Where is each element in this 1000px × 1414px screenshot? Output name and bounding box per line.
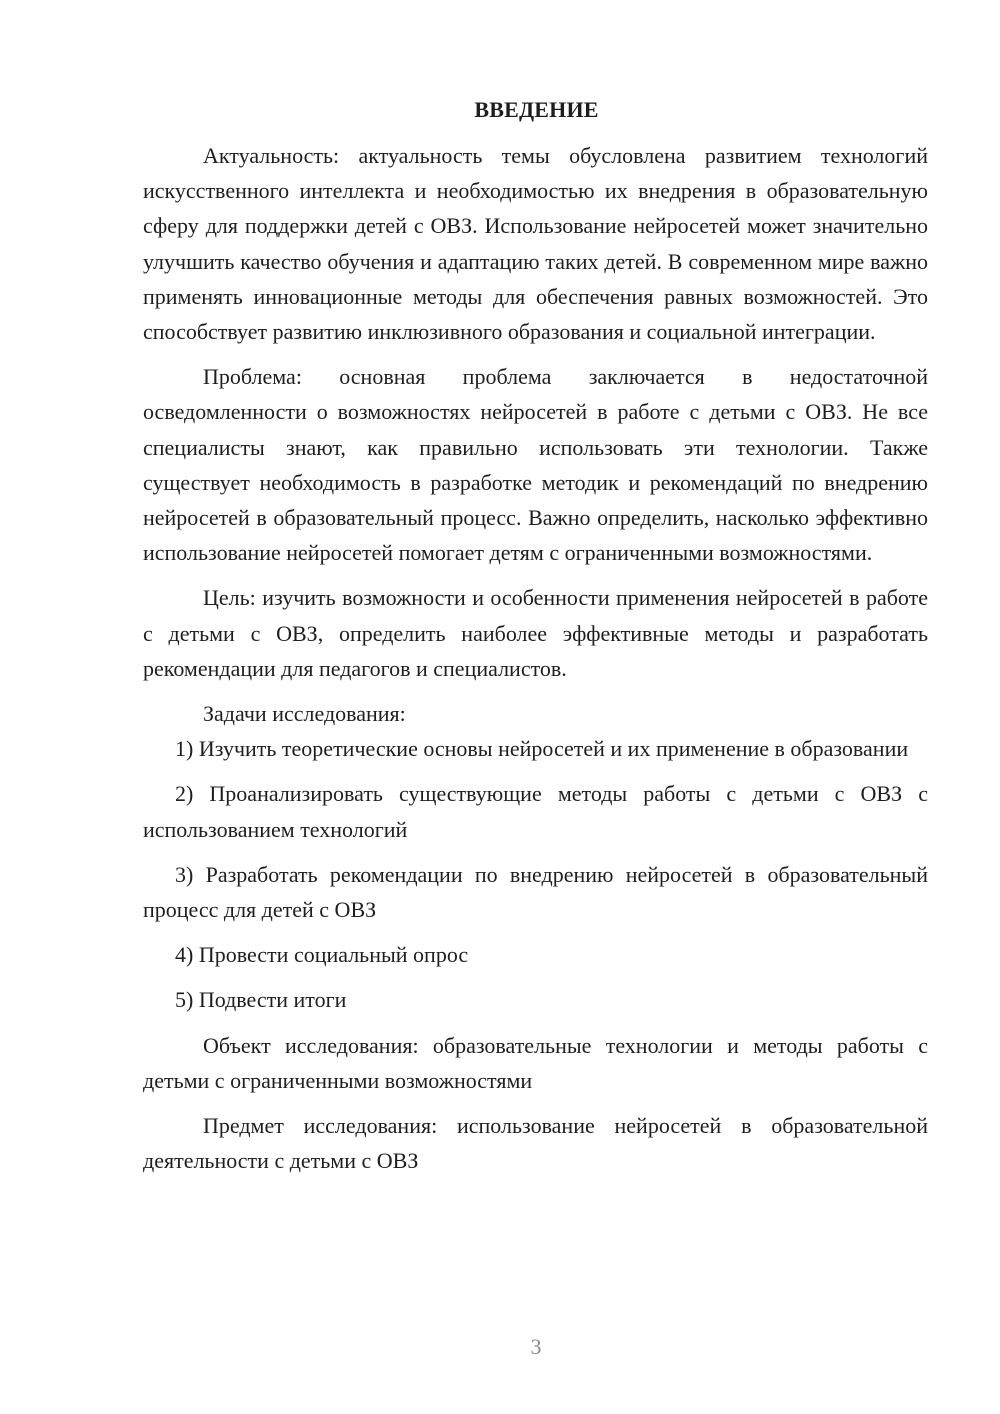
paragraph-problem: Проблема: основная проблема заключается в недостаточной осведомленности о возможностях нейросетей в работе с детьми с ОВЗ. Не все специалисты знают, как правильно использовать эти технологии. Также существует необходимость в разработке методик и рекомендаций по внедрению нейросетей в образовательный процесс. Важно определить, насколько эффективно использование нейросетей помогает детям с ограниченными возможностями.	[143, 364, 928, 566]
task-item: 1) Изучить теоретические основы нейросетей и их применение в образовании	[175, 736, 909, 762]
task-item: 5) Подвести итоги	[175, 987, 347, 1013]
tasks-heading: Задачи исследования:	[203, 701, 406, 727]
section-title: ВВЕДЕНИЕ	[474, 97, 599, 122]
task-item: 4) Провести социальный опрос	[175, 942, 469, 968]
paragraph-relevance: Актуальность: актуальность темы обусловлена развитием технологий искусственного интеллекта и необходимостью их внедрения в образовательную сферу для поддержки детей с ОВЗ. Использование нейросетей может значительно улучшить качество обучения и адаптацию таких детей. В современном мире важно применять инновационные методы для обеспечения равных возможностей. Это способствует развитию инклюзивного образования и социальной интеграции.	[143, 143, 928, 345]
task-item: 2) Проанализировать существующие методы работы с детьми с ОВЗ с использованием технологий	[143, 781, 928, 842]
page-content	[143, 94, 928, 1178]
task-item: 3) Разработать рекомендации по внедрению нейросетей в образовательный процесс для детей с ОВЗ	[143, 861, 928, 923]
paragraph-goal: Цель: изучить возможности и особенности применения нейросетей в работе с детьми с ОВЗ, определить наиболее эффективные методы и разработать рекомендации для педагогов и специалистов.	[143, 585, 928, 681]
task-list	[143, 731, 928, 1017]
page-number: 3	[530, 1334, 542, 1359]
paragraph-subject: Предмет исследования: использование нейросетей в образовательной деятельности с детьми с ОВЗ	[143, 1113, 928, 1174]
paragraph-object: Объект исследования: образовательные технологии и методы работы с детьми с ограниченными возможностями	[143, 1032, 928, 1093]
